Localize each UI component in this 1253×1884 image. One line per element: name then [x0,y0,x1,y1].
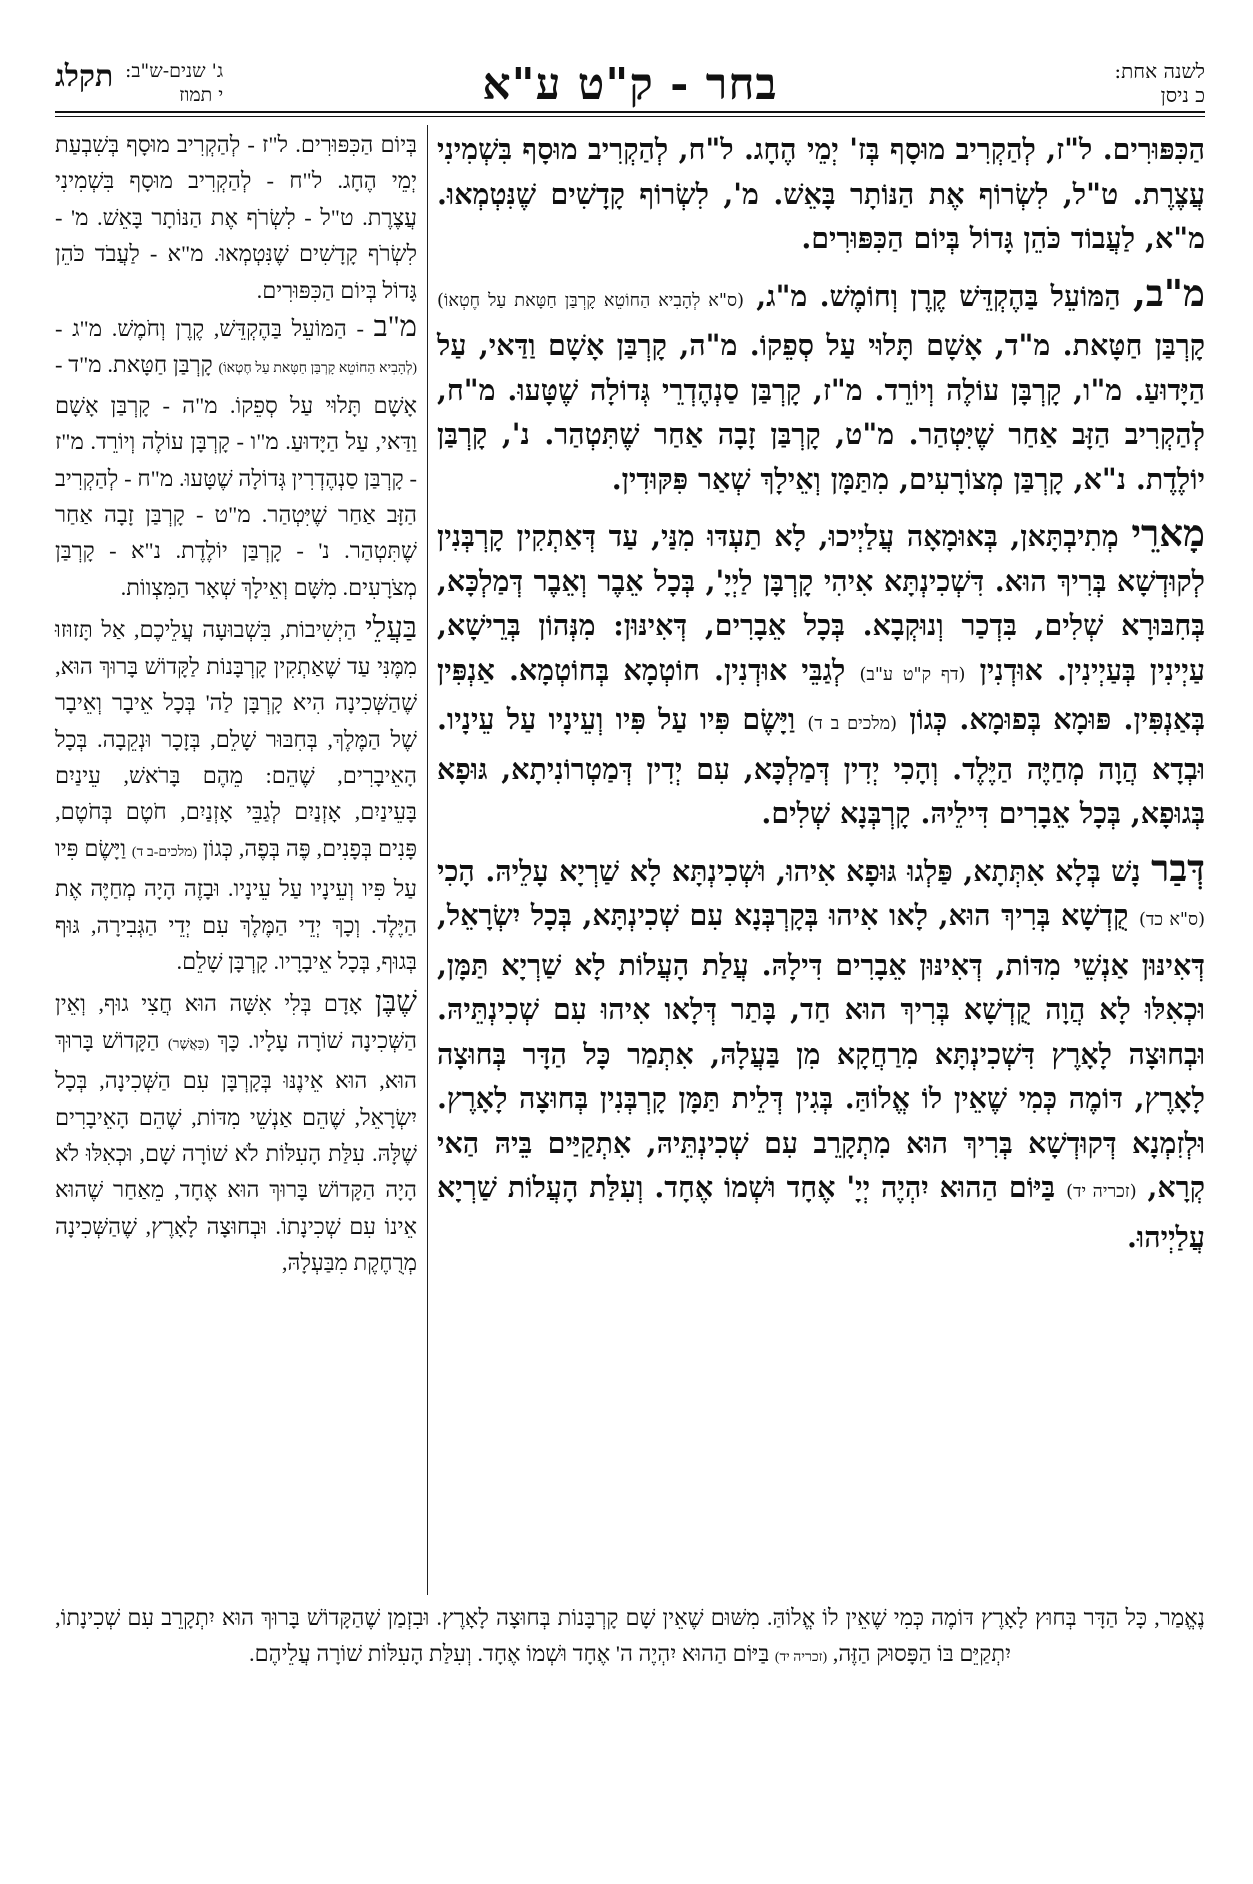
main-paragraph [437,846,1205,1260]
three-year-date: י תמוז [179,84,224,106]
source-reference: (זכריה יד) [774,1650,828,1665]
text-run: קָרְבַּן חַטָּאת. מ"ד - אָשָׁם תָּלוּי עַל סְפֵקוֹ. מ"ה - קָרְבַּן אָשָׁם וַדַּאי, עַל הַיָּדוּעַ. מ"ו - קָרְבָּן עוֹלֶה וְיוֹרֵד. מ"ז - קָרְבַּן סַנְהֶדְרִין גְּדוֹלָה שֶׁטָּעוּ. מ"ח - לְהַקְרִיב הַזָּב אַחַר שֶׁיִּטְהַר. מ"ט - קָרְבַּן זָבָה אַחַר שֶׁתִּטְהַר. נ' - קָרְבַּן יוֹלֶדֶת. נ"א - קָרְבַּן מְצֹרָעִים. מִשָּׁם וְאֵילָךְ שְׁאָר הַמִּצְווֹת. [55,352,417,600]
paragraph-lead-word: מ"ב, [1132,270,1205,315]
column-divider [427,125,428,1595]
main-paragraph [437,127,1205,261]
translation-paragraph [55,610,417,980]
header-rule [55,111,1205,113]
source-reference: (זכריה יד) [1066,1182,1137,1202]
paragraph-lead-word: מ"ב [373,311,417,344]
text-run: וַיָּשֶׂם פִּיו עַל פִּיו וְעֵינָיו עַל עֵינָיו. וּבָזֶה הָיָה מְחַיֶּה אֶת הַיֶּלֶד. וְכָךְ יְדֵי הַמֶּלֶךְ עִם יְדֵי הַגְּבִירָה, גּוּף בְּגוּף, בְּכָל אֵיבָרָיו. קָרְבָּן שָׁלֵם. [55,835,417,974]
text-run: נָשׁ בְּלָא אִתְּתָא, פַּלְגוּ גּוּפָא אִיהוּ, וּשְׁכִינְתָּא לָא שַׁרְיָא עָלֵיהּ. הָכִי [437,853,1152,888]
header-rule-thin [55,116,1205,117]
reading-schedule-left [125,59,223,107]
text-run: אָדָם בְּלִי אִשָּׁה הוּא חֲצִי גוּף, וְאֵין הַשְּׁכִינָה שׁוֹרָה עָלָיו. כָּךְ [55,991,417,1053]
source-reference: (מלכים-ב ד) [131,844,197,860]
page-header [55,55,1205,110]
main-paragraph [437,511,1205,836]
footer-paragraph [55,1600,1205,1676]
text-run: בְּיוֹם הַכִּפּוּרִים. ל"ז - לְהַקְרִיב מוּסָף בְּשִׁבְעַת יְמֵי הֶחָג. ל"ח - לְהַקְרִיב מוּסָף בִּשְׁמִינִי עֲצֶרֶת. ט"ל - לִשְׂרֹף אֶת הַנּוֹתָר בָּאֵשׁ. מ' - לִשְׂרֹף קָדָשִׁים שֶׁנִּטְמְאוּ. מ"א - לַעֲבֹד כֹּהֵן גָּדוֹל בְּיוֹם הַכִּפּוּרִים. [55,132,417,303]
paragraph-lead-word: שֶׁבֶּן [374,986,417,1019]
text-run: וַיָּשֶׂם פִּיו עַל פִּיו וְעֵינָיו עַל עֵינָיו. וּבְדָא הֲוָה מְחַיֶּה הַיֶּלֶד. וְהָכִי יְדִין דְּמַלְכָּא, עִם יְדִין דְּמַטְרוֹנִיתָא, גּוּפָא בְּגוּפָא, בְּכָל אֵבָרִים דִּילֵיהּ. קָרְבְּנָא שְׁלִים. [437,702,1205,830]
text-run: - הַמּוֹעֵל בַּהֶקְדֵּשׁ, קֶרֶן וְחֹמֶשׁ. מ"ג - [55,316,374,342]
text-run: הַמּוֹעֵל בַּהֶקְדֵּשׁ קֶרֶן וְחוֹמֶשׁ. מ"ג, [743,278,1133,313]
source-reference: (לְהָבִיא הַחוֹטֵא קָרְבַּן חַטָּאת עַל חֶטְאוֹ) [218,361,418,377]
three-year-label: ג' שנים-ש"ב: [125,60,224,82]
paragraph-lead-word: בַּעֲלֵי [364,612,417,645]
paragraph-lead-word: דְּבַר [1151,845,1205,890]
translation-paragraph [55,984,417,1281]
text-run: הַכִּפּוּרִים. ל"ז, לְהַקְרִיב מוּסָף בְּז' יְמֵי הֶחָג. ל"ח, לְהַקְרִיב מוּסָף בִּשְׁמִינִי עֲצֶרֶת. ט"ל, לִשְׂרוֹף אֶת הַנּוֹתָר בָּאֵשׁ. מ', לִשְׂרוֹף קָדָשִׁים שֶׁנִּטְמְאוּ. מ"א, לַעֲבוֹד כֹּהֵן גָּדוֹל בְּיוֹם הַכִּפּוּרִים. [437,132,1205,255]
translation-paragraph [55,127,417,606]
translation-column [55,127,417,1286]
text-run: לְגַבֵּי אוּדְנִין. חוֹטְמָא בְּחוֹטְמָא. אַנְפִּין בְּאַנְפִּין. פּוּמָא בְּפוּמָא. כְּגוֹן [437,652,1205,736]
page [55,55,1205,1855]
text-run: מְתִיבְתָּאן, בְּאוּמָאָה עֲלַיְיכוּ, לָא תַעְדּוּ מִנַּי, עַד דְּאַתְקִין קָרְבְּנִין לְקוּדְשָׁא בְּרִיךְ הוּא. דִּשְׁכִינְתָּא אִיהִי קָרְבָּן לַיְיָ', בְּכָל אֵבֶר וְאֵבֶר דְּמַלְכָּא, בְּחִבּוּרָא שְׁלִים, בִּדְכַר וְנוּקְבָא. בְּכָל אֵבָרִים, דְּאִינּוּן: מִנְּהוֹן בְּרֵישָׁא, עַיְינִין בְּעַיְינִין. אוּדְנִין [437,519,1206,687]
text-run: בַּיּוֹם הַהוּא יִהְיֶה יְיָ' אֶחָד וּשְׁמוֹ אֶחָד. וְעִלַּת הָעֲלוֹת שַׁרְיָא עֲלַיְיהוּ. [437,1170,1205,1254]
paragraph-lead-word: מָארֵי [1131,511,1205,555]
source-reference: (דף ק"ט ע"ב) [859,664,966,685]
source-reference: (כַּאֲשֶׁר) [167,1036,210,1052]
source-reference: (מלכים ב ד) [807,714,898,734]
main-column [437,127,1205,1269]
text-run: קֻדְשָׁא בְּרִיךְ הוּא, לָאו אִיהוּ בְּקָרְבְּנָא עִם שְׁכִינְתָּא, בְּכָל יִשְׂרָאֵל, דְּאִינּוּן אַנְשֵׁי מִדּוֹת, דְּאִינּוּן אֵבָרִים דִּילָהּ. עֲלַת הָעֲלוֹת לָא שַׁרְיָא תַּמָּן, וּכְאִלּוּ לָא הֲוָה קֻדְשָׁא בְּרִיךְ הוּא חַד, בָּתַר דְּלָאו אִיהוּ עִם שְׁכִינְתֵּיהּ. וּבְחוּצָה לָאָרֶץ דִּשְׁכִינְתָּא מִרַחֲקָא מִן בַּעֲלָהּ, אִתְמַר כָּל הַדָּר בְּחוּצָה לָאָרֶץ, דּוֹמֶה כְּמִי שֶׁאֵין לוֹ אֱלוֹהַּ. בְּגִין דְּלֵית תַּמָּן קָרְבְּנִין בְּחוּצָה לָאָרֶץ. וּלְזִמְנָא דְּקוּדְשָׁא בְּרִיךְ הוּא מִתְקָרֵב עִם שְׁכִינְתֵּיהּ, אִתְקַיַּים בֵּיהּ הַאי קְרָא, [437,898,1205,1204]
text-run: בַּיּוֹם הַהוּא יִהְיֶה ה' אֶחָד וּשְׁמוֹ אֶחָד. וְעִלַּת הָעִלּוֹת שׁוֹרָה עֲלֵיהֶם. [249,1641,775,1666]
one-year-date: כ ניסן [1160,83,1205,107]
footer-translation [55,1600,1205,1676]
one-year-label: לשנה אחת: [1114,59,1205,83]
page-number: תקלג [55,59,114,94]
source-reference: (ס"א לְהָבִיא הַחוֹטֵא קָרְבַּן חַטָּאת עַל חֶטְאוֹ) [437,290,744,311]
page-title: בחר - ק"ט ע"א [482,59,778,110]
text-run: הַקָּדוֹשׁ בָּרוּךְ הוּא, הוּא אֵינֶנּוּ בְּקָרְבָּן עִם הַשְּׁכִינָה, בְּכָל יִשְׂרָאֵל, שֶׁהֵם אַנְשֵׁי מִדּוֹת, שֶׁהֵם הָאֵיבָרִים שֶׁלָּהּ. עִלַּת הָעִלּוֹת לֹא שׁוֹרָה שָׁם, וּכְאִלּוּ לֹא הָיָה הַקָּדוֹשׁ בָּרוּךְ הוּא אֶחָד, מֵאַחַר שֶׁהוּא אֵינוֹ עִם שְׁכִינָתוֹ. וּבְחוּצָה לָאָרֶץ, שֶׁהַשְּׁכִינָה מְרֻחֶקֶת מִבַּעְלָהּ, [55,1027,417,1276]
text-run: הַיְשִׁיבוֹת, בִּשְׁבוּעָה עֲלֵיכֶם, אַל תָּזוּזוּ מִמֶּנִּי עַד שֶׁאַתְקִין קָרְבָּנוֹת לַקָּדוֹשׁ בָּרוּךְ הוּא, שֶׁהַשְּׁכִינָה הִיא קָרְבָּן לַה' בְּכָל אֵיבָר וְאֵיבָר שֶׁל הַמֶּלֶךְ, בְּחִבּוּר שָׁלֵם, בְּזָכָר וּנְקֵבָה. בְּכָל הָאֵיבָרִים, שֶׁהֵם: מֵהֶם בָּרֹאשׁ, עֵינַיִם בָּעֵינַיִם, אָזְנַיִם לְגַבֵּי אָזְנַיִם, חֹטֶם בְּחֹטֶם, פָּנִים בְּפָנִים, פֶּה בְּפֶה, כְּגוֹן [55,617,418,861]
source-reference: (ס"א כד) [1139,910,1205,930]
main-paragraph [437,271,1205,502]
text-run: נֶאֱמַר, כָּל הַדָּר בְּחוּץ לָאָרֶץ דּוֹמֶה כְּמִי שֶׁאֵין לוֹ אֱלוֹהַּ. מִשּׁוּם שֶׁאֵין שָׁם קָרְבָּנוֹת בְּחוּצָה לָאָרֶץ. וּבִזְמַן שֶׁהַקָּדוֹשׁ בָּרוּךְ הוּא יִתְקָרֵב עִם שְׁכִינָתוֹ, יִתְקַיֵּם בּוֹ הַפָּסוּק הַזֶּה, [55,1605,1205,1666]
text-run: קָרְבַּן חַטָּאת. מ"ד, אָשָׁם תָּלוּי עַל סְפֵקוֹ. מ"ה, קָרְבַּן אָשָׁם וַדַּאי, עַל הַיָּדוּעַ. מ"ו, קָרְבָּן עוֹלֶה וְיוֹרֵד. מ"ז, קָרְבַּן סַנְהֶדְרֵי גְּדוֹלָה שֶׁטָּעוּ. מ"ח, לְהַקְרִיב הַזָּב אַחַר שֶׁיִּטְהַר. מ"ט, קָרְבַּן זָבָה אַחַר שֶׁתִּטְהַר. נ', קָרְבַּן יוֹלֶדֶת. נ"א, קָרְבַּן מְצוֹרָעִים, מִתַּמָּן וְאֵילָךְ שְׁאַר פִּקּוּדִין. [437,328,1205,496]
